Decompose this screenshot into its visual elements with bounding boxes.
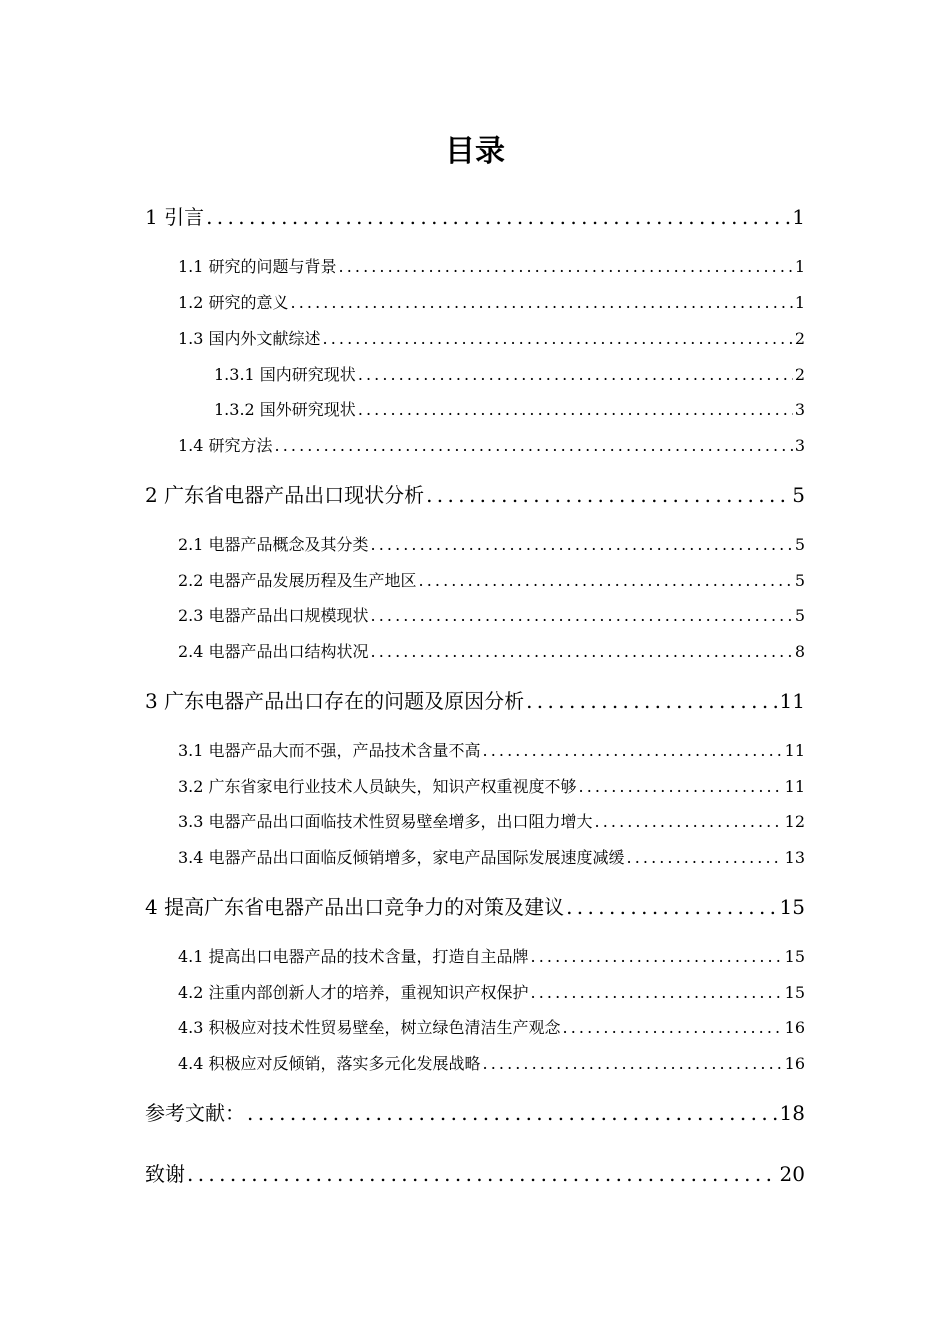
toc-entry[interactable] xyxy=(214,399,805,421)
toc-leader xyxy=(563,1017,783,1039)
toc-entry-page: 11 xyxy=(784,777,805,796)
toc-leader xyxy=(371,605,793,627)
toc-entry-page: 18 xyxy=(779,1101,805,1125)
toc-leader xyxy=(206,203,790,231)
toc-entry-label: 1.1 研究的问题与背景 xyxy=(178,257,337,276)
toc-entry-label: 2.3 电器产品出口规模现状 xyxy=(178,606,369,625)
toc-entry-page: 16 xyxy=(784,1018,805,1037)
toc-entry-page: 5 xyxy=(794,571,805,590)
toc-leader xyxy=(526,687,777,715)
toc-leader xyxy=(358,364,793,386)
toc-entry-label: 3.3 电器产品出口面临技术性贸易壁垒增多，出口阻力增大 xyxy=(178,812,593,831)
toc-entry-page: 2 xyxy=(794,329,805,348)
toc-entry-page: 13 xyxy=(784,848,805,867)
toc-entry-label: 1.3.1 国内研究现状 xyxy=(214,365,356,384)
toc-entry-page: 8 xyxy=(794,642,805,661)
toc-leader xyxy=(419,570,793,592)
toc-entry[interactable] xyxy=(178,982,805,1004)
toc-entry[interactable] xyxy=(145,481,805,509)
toc-entry[interactable] xyxy=(178,256,805,278)
toc-entry[interactable] xyxy=(178,946,805,968)
toc-entry-page: 3 xyxy=(794,436,805,455)
toc-leader xyxy=(595,811,783,833)
toc-entry[interactable] xyxy=(178,776,805,798)
toc-entry-label: 4 提高广东省电器产品出口竞争力的对策及建议 xyxy=(145,895,565,919)
toc-entry[interactable] xyxy=(178,328,805,350)
toc-leader xyxy=(323,328,793,350)
toc-entry[interactable] xyxy=(178,1053,805,1075)
toc-entry[interactable] xyxy=(178,811,805,833)
toc-entry-page: 5 xyxy=(794,535,805,554)
toc-leader xyxy=(426,481,790,509)
toc-leader xyxy=(275,435,793,457)
toc-entry-page: 15 xyxy=(784,983,805,1002)
toc-entry-page: 1 xyxy=(792,205,805,229)
toc-entry-page: 15 xyxy=(779,895,805,919)
toc-entry[interactable] xyxy=(145,1099,805,1127)
toc-entry-label: 3.2 广东省家电行业技术人员缺失，知识产权重视度不够 xyxy=(178,777,577,796)
toc-leader xyxy=(531,982,783,1004)
toc-entry-page: 15 xyxy=(784,947,805,966)
toc-leader xyxy=(579,776,783,798)
toc-entry-label: 参考文献： xyxy=(145,1101,245,1125)
toc-entry[interactable] xyxy=(178,435,805,457)
toc-leader xyxy=(358,399,793,421)
toc-leader xyxy=(483,740,783,762)
toc-entry-label: 1.3 国内外文献综述 xyxy=(178,329,321,348)
toc-entry-label: 致谢 xyxy=(145,1162,185,1186)
toc-entry-label: 1.2 研究的意义 xyxy=(178,293,289,312)
toc-leader xyxy=(371,534,793,556)
toc-entry-label: 4.1 提高出口电器产品的技术含量，打造自主品牌 xyxy=(178,947,529,966)
toc-entry[interactable] xyxy=(145,1160,805,1188)
toc-entry-label: 1.3.2 国外研究现状 xyxy=(214,400,356,419)
toc-entry[interactable] xyxy=(178,534,805,556)
toc-entry-page: 5 xyxy=(792,483,805,507)
toc-entry[interactable] xyxy=(178,847,805,869)
toc-entry[interactable] xyxy=(178,1017,805,1039)
toc-entry-label: 2.2 电器产品发展历程及生产地区 xyxy=(178,571,417,590)
toc-entry-label: 2.4 电器产品出口结构状况 xyxy=(178,642,369,661)
page-title: 目录 xyxy=(445,134,505,169)
toc-leader xyxy=(371,641,793,663)
toc-entry[interactable] xyxy=(145,687,805,715)
toc-leader xyxy=(291,292,793,314)
toc-entry-page: 5 xyxy=(794,606,805,625)
toc-entry[interactable] xyxy=(178,570,805,592)
toc-entry-page: 1 xyxy=(794,257,805,276)
toc-leader xyxy=(247,1099,778,1127)
toc-entry-label: 2.1 电器产品概念及其分类 xyxy=(178,535,369,554)
toc-entry-label: 4.3 积极应对技术性贸易壁垒，树立绿色清洁生产观念 xyxy=(178,1018,561,1037)
toc-entry-label: 4.4 积极应对反倾销，落实多元化发展战略 xyxy=(178,1054,481,1073)
toc-entry-label: 1.4 研究方法 xyxy=(178,436,273,455)
toc-entry-label: 4.2 注重内部创新人才的培养，重视知识产权保护 xyxy=(178,983,529,1002)
toc-leader xyxy=(187,1160,778,1188)
toc-entry-label: 3.4 电器产品出口面临反倾销增多，家电产品国际发展速度减缓 xyxy=(178,848,625,867)
toc-entry-page: 11 xyxy=(779,689,805,713)
toc-entry[interactable] xyxy=(178,740,805,762)
toc-entry-label: 3.1 电器产品大而不强，产品技术含量不高 xyxy=(178,741,481,760)
toc-leader xyxy=(566,893,777,921)
toc-leader xyxy=(627,847,783,869)
toc-entry-label: 3 广东电器产品出口存在的问题及原因分析 xyxy=(145,689,525,713)
toc-entry[interactable] xyxy=(145,893,805,921)
toc-entry-label: 2 广东省电器产品出口现状分析 xyxy=(145,483,425,507)
toc-entry-page: 12 xyxy=(784,812,805,831)
toc-entry-page: 11 xyxy=(784,741,805,760)
toc-entry-label: 1 引言 xyxy=(145,205,205,229)
toc-entry-page: 20 xyxy=(779,1162,805,1186)
toc-entry-page: 3 xyxy=(794,400,805,419)
toc-leader xyxy=(339,256,793,278)
toc-entry-page: 2 xyxy=(794,365,805,384)
toc-entry[interactable] xyxy=(145,203,805,231)
toc-entry[interactable] xyxy=(178,292,805,314)
toc-entry-page: 16 xyxy=(784,1054,805,1073)
toc-entry[interactable] xyxy=(178,641,805,663)
toc-leader xyxy=(531,946,783,968)
toc-entry-page: 1 xyxy=(794,293,805,312)
toc-entry[interactable] xyxy=(214,364,805,386)
toc-entry[interactable] xyxy=(178,605,805,627)
toc-leader xyxy=(483,1053,783,1075)
